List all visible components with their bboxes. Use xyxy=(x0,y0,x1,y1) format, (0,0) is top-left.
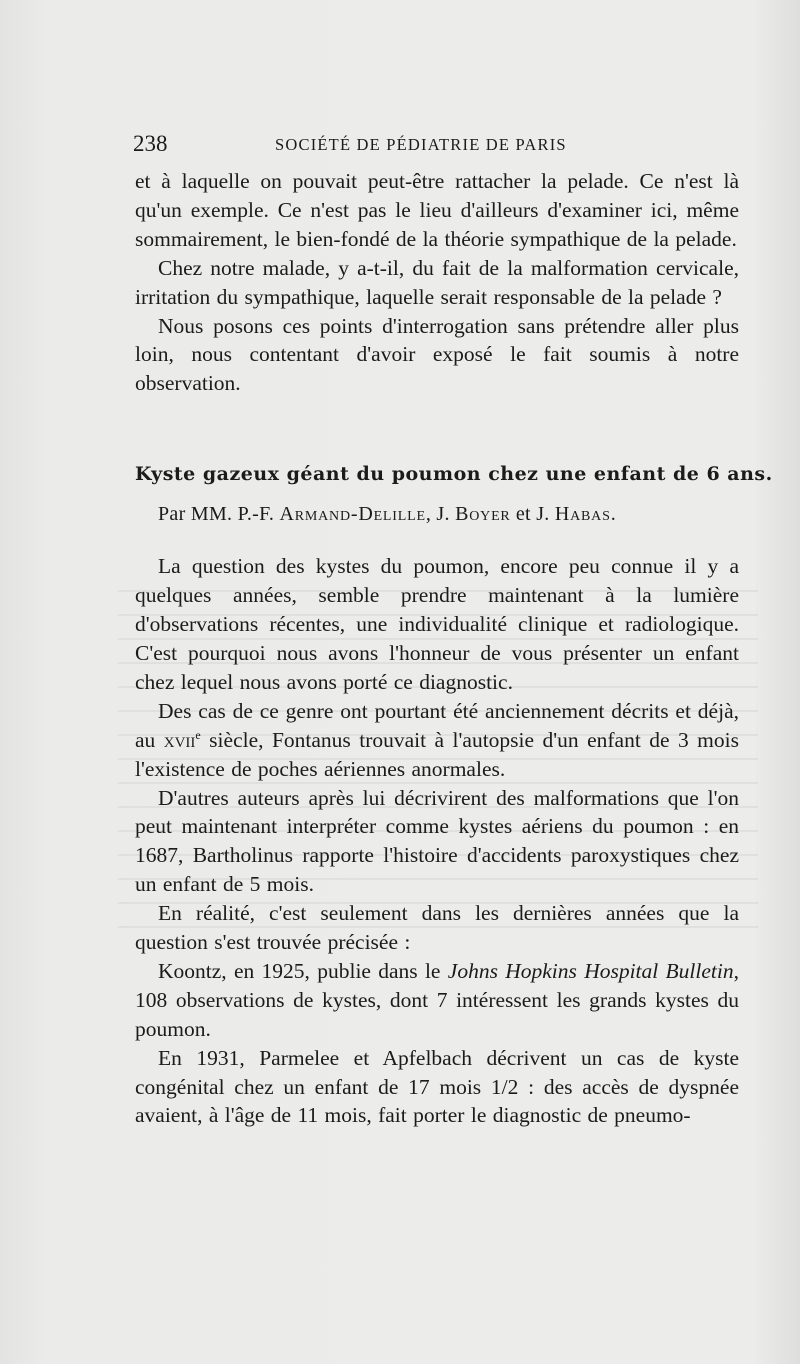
authors-separator-1: , J. xyxy=(425,503,456,526)
article-paragraph-3: D'autres auteurs après lui décrivirent des malformations que l'on peut maintenant interpréter comme kystes aériens du poumon : en 1687, Bartholinus rapporte l'histoire d'accidents paroxystiques chez un enfant de 5 mois. xyxy=(135,785,739,897)
authors-suffix: . xyxy=(610,503,616,526)
article-paragraph-5-text-b: , 108 observations de kystes, dont 7 intéressent les grands kystes du poumon. xyxy=(135,958,739,1041)
article-authors xyxy=(158,500,739,528)
author-armand-delille: Armand-Delille xyxy=(279,503,426,526)
authors-separator-2: et J. xyxy=(510,503,555,526)
article-paragraph-2-text-a: Des cas de ce genre ont pourtant été anciennement décrits et déjà, au xyxy=(135,698,739,752)
article-paragraph-4: En réalité, c'est seulement dans les dernières années que la question s'est trouvée précisée : xyxy=(135,901,739,955)
journal-title: Johns Hopkins Hospital Bulletin xyxy=(447,958,734,983)
article-paragraph-2 xyxy=(135,697,739,784)
century-numeral: xvii xyxy=(163,727,196,752)
author-boyer: Boyer xyxy=(455,503,511,526)
page-number: 238 xyxy=(133,131,168,156)
authors-prefix: Par MM. P.-F. xyxy=(158,503,280,526)
article-title: Kyste gazeux géant du poumon chez une enfant de 6 ans. xyxy=(135,463,773,486)
article-paragraph-1: La question des kystes du poumon, encore peu connue il y a quelques années, semble prendre maintenant à la lumière d'observations récentes, une individualité clinique et radiologique. C'est pourquoi nous avons l'honneur de vous présenter un enfant chez lequel nous avons porté ce diagnostic. xyxy=(135,554,739,694)
article-paragraph-5-text-a: Koontz, en 1925, publie dans le xyxy=(158,958,448,983)
page-header xyxy=(133,130,740,158)
article-paragraph-6: En 1931, Parmelee et Apfelbach décrivent un cas de kyste congénital chez un enfant de 17 mois 1/2 : des accès de dyspnée avaient, à l'âge de 11 mois, fait porter le diagnostic de pneumo- xyxy=(135,1045,739,1128)
intro-paragraph-1: et à laquelle on pouvait peut-être rattacher la pelade. Ce n'est là qu'un exemple. Ce n'est pas le lieu d'ailleurs d'examiner ici, même sommairement, le bien-fondé de la théorie sympathique de la pelade. xyxy=(135,169,739,251)
article-paragraph-2-text-b: siècle, Fontanus trouvait à l'autopsie d'un enfant de 3 mois l'existence de poches aériennes anormales. xyxy=(135,727,739,781)
author-habas: Habas xyxy=(554,503,611,526)
page-body xyxy=(135,167,773,1130)
running-title: SOCIÉTÉ DE PÉDIATRIE DE PARIS xyxy=(275,135,567,154)
intro-paragraph-2: Chez notre malade, y a-t-il, du fait de la malformation cervicale, irritation du sympathique, laquelle serait responsable de la pelade ? xyxy=(135,255,739,309)
article-paragraph-5 xyxy=(135,957,739,1044)
article-body xyxy=(135,552,739,1130)
century-superscript: e xyxy=(195,727,201,742)
intro-paragraph-3: Nous posons ces points d'interrogation sans prétendre aller plus loin, nous contentant d'avoir exposé le fait soumis à notre observation. xyxy=(135,313,739,396)
